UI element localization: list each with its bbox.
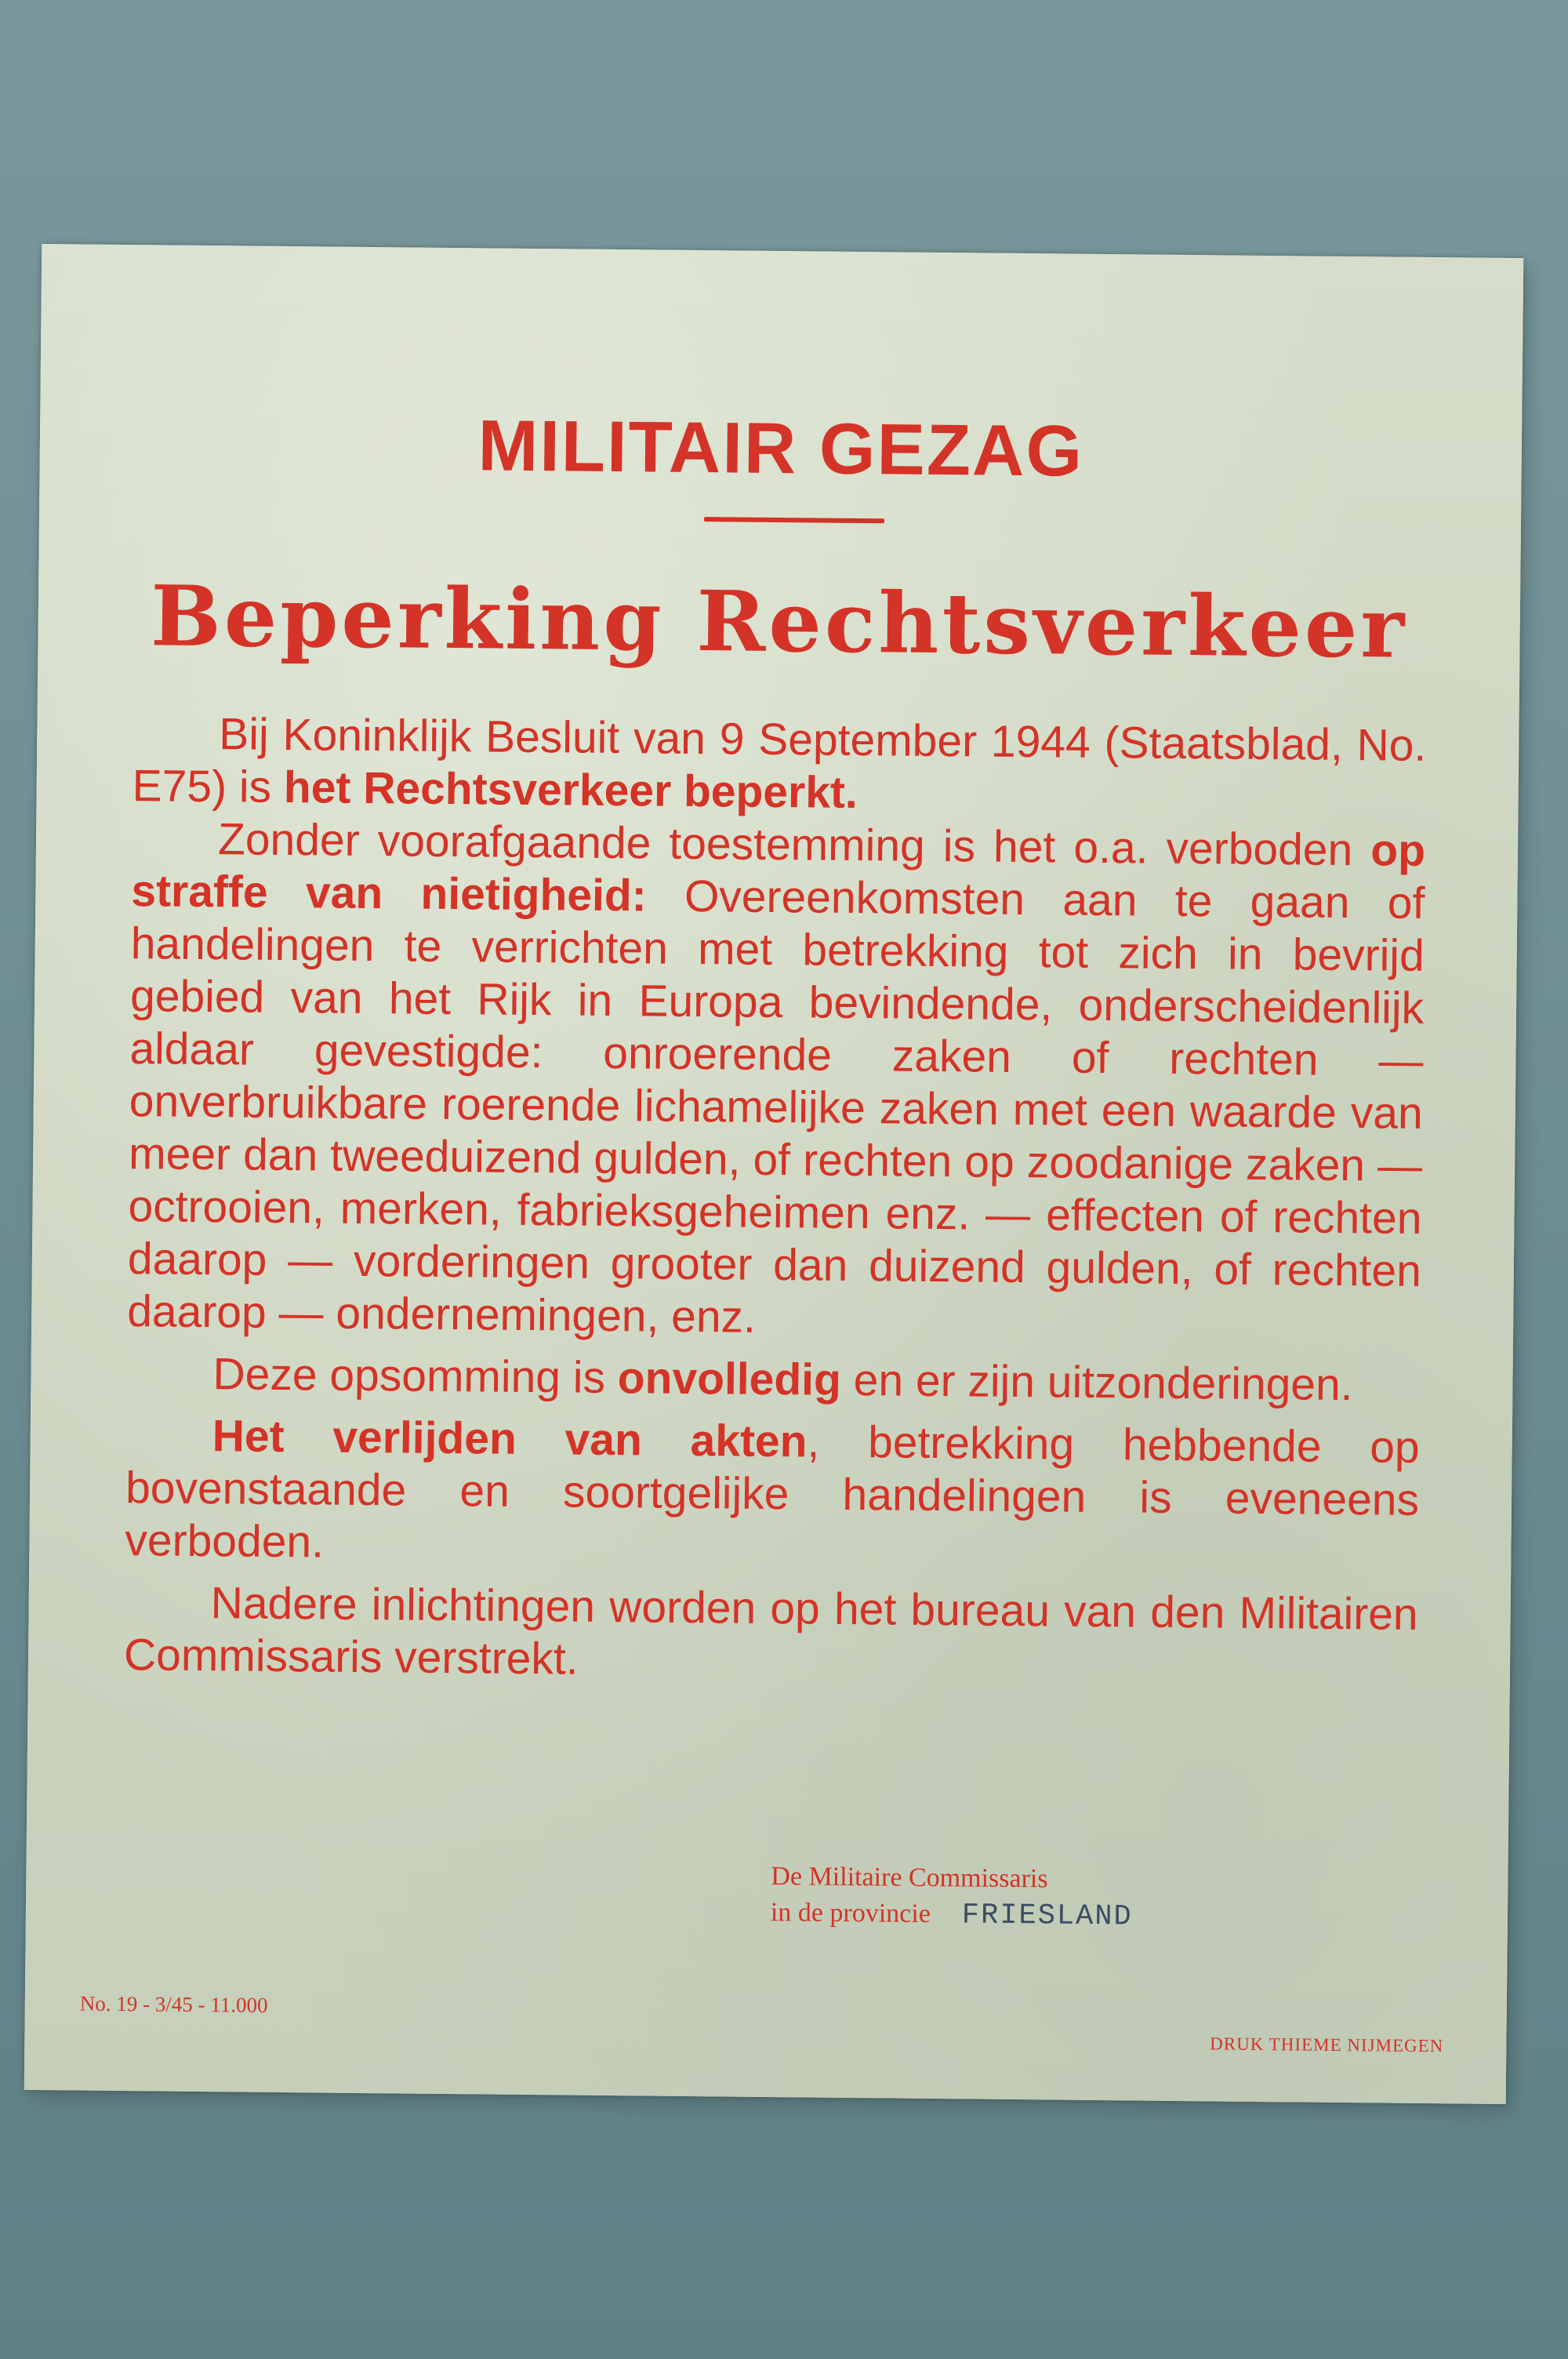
print-number: No. 19 - 3/45 - 11.000 (79, 1991, 268, 2017)
notice-body (124, 707, 1427, 1694)
signature-block (771, 1859, 1134, 1935)
body-text-run: Bij Koninklijk Besluit van 9 September 1944 (Staatsblad, No. E75) is (132, 709, 1427, 812)
body-text-run: Deze opsomming is (212, 1349, 619, 1404)
body-paragraph (126, 1347, 1421, 1412)
notice-title: Beperking Rechtsverkeer (150, 566, 1408, 677)
signature-line-1: De Militaire Commissaris (771, 1862, 1048, 1894)
body-paragraph (125, 1409, 1420, 1579)
notice-sheet (24, 244, 1524, 2104)
notice-header: MILITAIR GEZAG (477, 405, 1084, 492)
body-text-run: Overeenkomsten aan te gaan of handelingen te verrichten met betrekking tot zich in bevrijd gebied van het Rijk in Europa bevindende, onderscheidenlijk aldaar gevestigde: onroerende zaken of rechten — onverbruikbare roerende lichamelijke zaken met een waarde van meer dan tweeduizend gulden, of rechten op zoodanige zaken — octrooien, merken, fabrieksgeheimen enz. — effecten of rechten daarop — vorderingen grooter dan duizend gulden, of rechten daarop — ondernemingen, enz. (126, 871, 1425, 1343)
body-text-run: en er zijn uitzonderingen. (840, 1354, 1353, 1411)
emphasis-text: op straffe van nietigheid: (131, 825, 1426, 921)
body-paragraph (124, 1576, 1418, 1694)
emphasis-text: Het verlijden van akten (212, 1411, 808, 1467)
body-text-run: Nadere inlichtingen worden op het bureau van den Militairen Commissaris verstrekt. (123, 1578, 1418, 1685)
printer-credit: DRUK THIEME NIJMEGEN (1210, 2034, 1444, 2056)
body-text-run: , betrekking hebbende op bovenstaande en soortgelijke handelingen is eveneens verboden. (125, 1416, 1420, 1568)
body-paragraph (127, 812, 1425, 1350)
emphasis-text: onvolledig (617, 1353, 842, 1405)
province-stamp: FRIESLAND (961, 1899, 1133, 1934)
signature-province-label: in de provincie (770, 1898, 931, 1928)
signature-line-2 (771, 1895, 1133, 1935)
body-text-run: Zonder voorafgaande toestemming is het o.a. verboden (217, 814, 1371, 876)
header-divider (704, 517, 884, 523)
emphasis-text: het Rechtsverkeer beperkt. (283, 761, 858, 819)
body-paragraph (132, 707, 1426, 825)
